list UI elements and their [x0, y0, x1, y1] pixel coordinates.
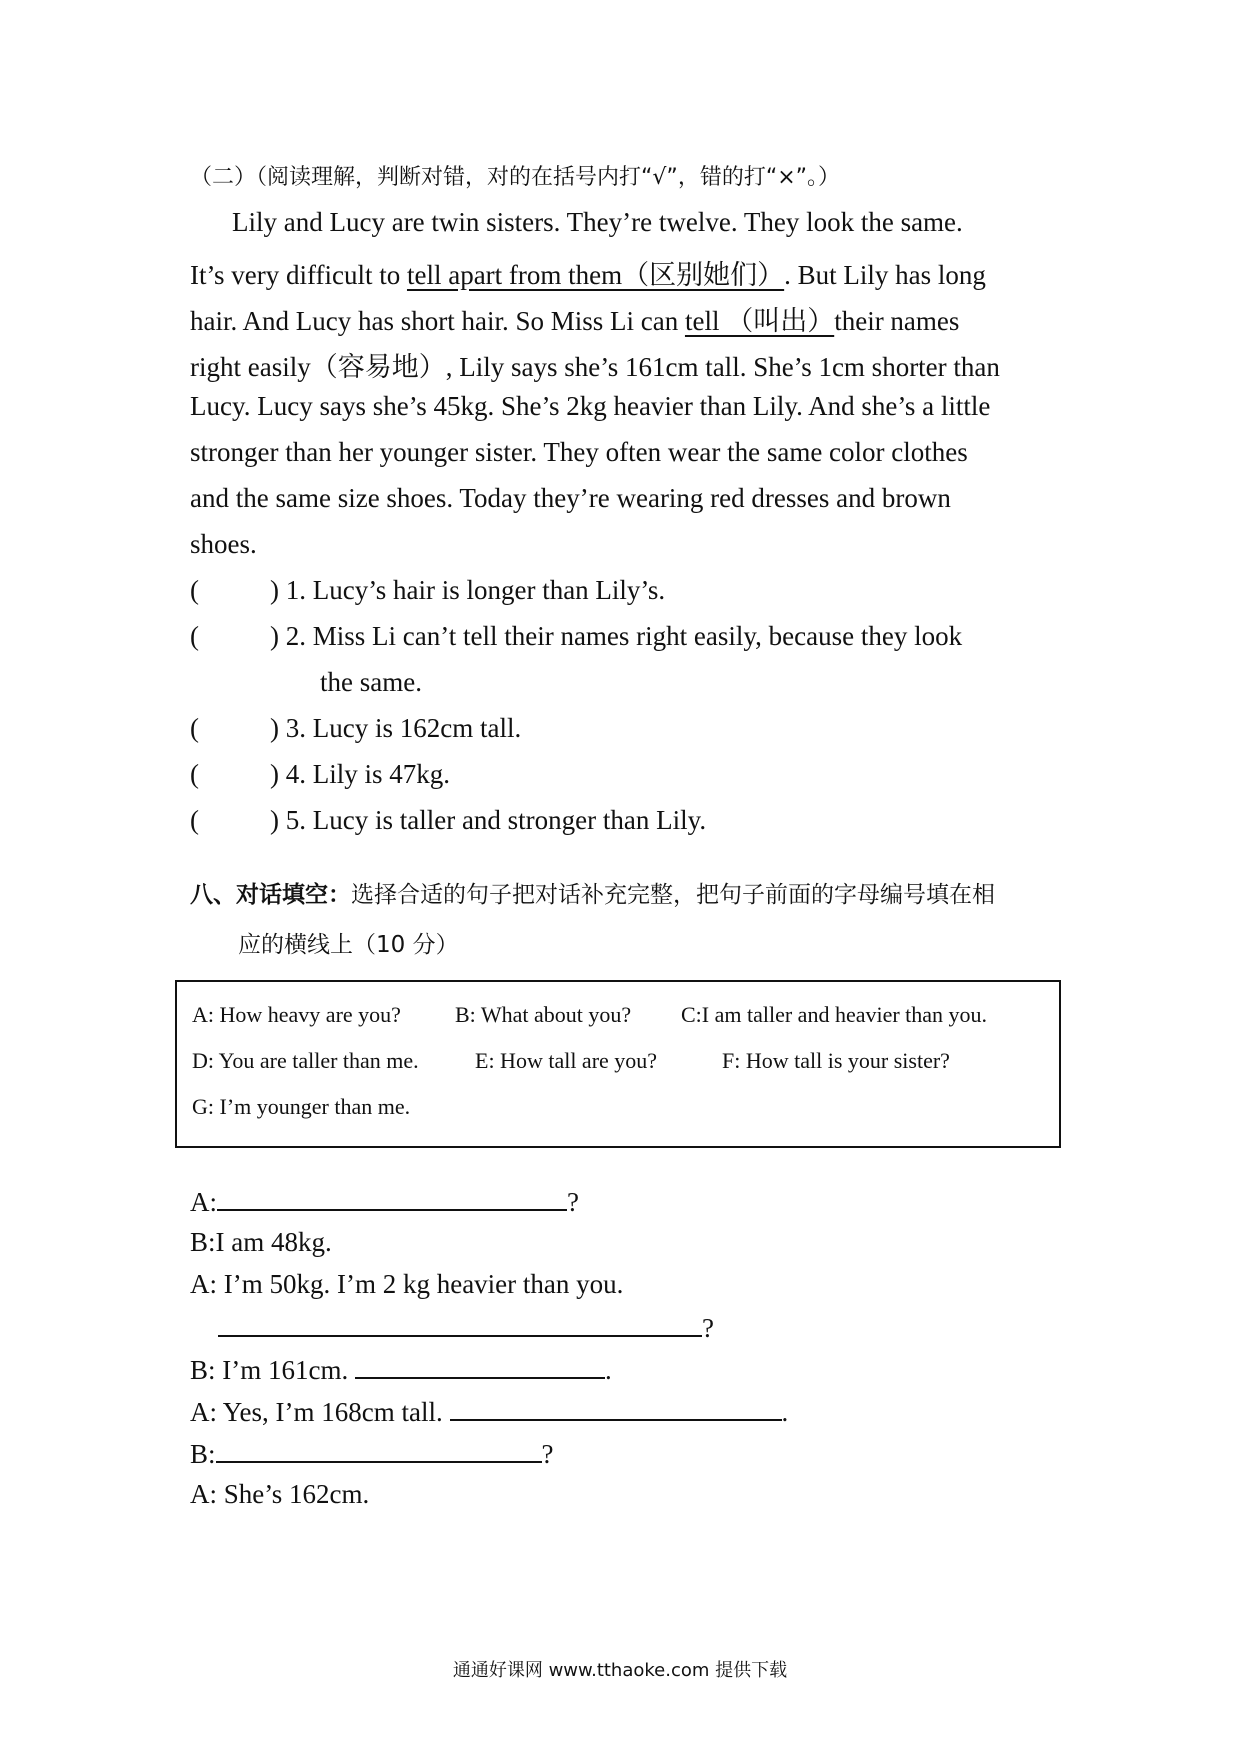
answer-paren[interactable]: ( — [190, 575, 199, 605]
punctuation: ? — [567, 1187, 579, 1217]
option-c: C:I am taller and heavier than you. — [681, 1002, 988, 1027]
dialogue-text: B: I’m 161cm. — [190, 1355, 355, 1385]
options-box — [175, 980, 1061, 1148]
option-e: E: How tall are you? — [475, 1048, 658, 1073]
speaker-label: B: — [190, 1439, 216, 1469]
question-text: ) 5. Lucy is taller and stronger than Lily. — [270, 805, 707, 835]
dialogue-text: A: Yes, I’m 168cm tall. — [190, 1397, 450, 1427]
dialogue-line-6 — [190, 1395, 788, 1428]
dialogue-line-1 — [190, 1185, 579, 1218]
passage-text: hair. And Lucy has short hair. So Miss Li can — [190, 306, 685, 336]
punctuation: . — [781, 1397, 789, 1427]
passage-text: It’s very difficult to — [190, 260, 407, 290]
question-text: ) 1. Lucy’s hair is longer than Lily’s. — [270, 575, 666, 605]
option-b: B: What about you? — [455, 1002, 632, 1027]
reading-instruction: （二）（阅读理解，判断对错，对的在括号内打“√”，错的打“×”。） — [190, 165, 841, 190]
option-g: G: I’m younger than me. — [192, 1094, 411, 1119]
passage-line-3 — [190, 299, 959, 338]
answer-blank[interactable] — [355, 1353, 605, 1379]
dialogue-line-2: B:I am 48kg. — [190, 1227, 332, 1257]
underlined-phrase: tell apart from them（区别她们） — [406, 260, 785, 290]
punctuation: . — [604, 1355, 612, 1385]
option-d: D: You are taller than me. — [192, 1048, 419, 1073]
dialogue-line-4 — [218, 1311, 714, 1344]
answer-paren[interactable]: ( — [190, 805, 199, 835]
punctuation: ? — [702, 1313, 714, 1343]
passage-line-6: stronger than her younger sister. They often wear the same color clothes — [190, 437, 968, 467]
passage-line-7: and the same size shoes. Today they’re wearing red dresses and brown — [190, 483, 951, 513]
passage-line-1: Lily and Lucy are twin sisters. They’re twelve. They look the same. — [232, 207, 963, 237]
dialogue-line-8: A: She’s 162cm. — [190, 1479, 370, 1509]
answer-blank[interactable] — [217, 1185, 567, 1211]
answer-blank[interactable] — [216, 1437, 542, 1463]
footer-text: 通通好课网 www.tthaoke.com 提供下载 — [452, 1660, 788, 1681]
dialogue-line-7 — [190, 1437, 554, 1470]
section8-instruction-cont: 应的横线上（10 分） — [238, 932, 459, 958]
question-text: ) 2. Miss Li can’t tell their names right easily, because they look — [270, 621, 963, 651]
option-f: F: How tall is your sister? — [722, 1048, 950, 1073]
answer-paren[interactable]: ( — [190, 621, 199, 651]
answer-blank[interactable] — [218, 1311, 702, 1337]
passage-text: . But Lily has long — [784, 260, 986, 290]
speaker-label: A: — [190, 1187, 217, 1217]
section8-title: 八、对话填空： — [190, 882, 351, 908]
answer-blank[interactable] — [450, 1395, 782, 1421]
answer-paren[interactable]: ( — [190, 713, 199, 743]
section8-instruction: 选择合适的句子把对话补充完整，把句子前面的字母编号填在相 — [351, 882, 995, 908]
punctuation: ? — [541, 1439, 554, 1469]
question-text: ) 4. Lily is 47kg. — [270, 759, 450, 789]
passage-line-2 — [190, 253, 986, 292]
question-text: ) 3. Lucy is 162cm tall. — [270, 713, 522, 743]
passage-line-4: right easily（容易地）, Lily says she’s 161cm tall. She’s 1cm shorter than — [190, 352, 1000, 382]
section8-heading — [190, 876, 995, 909]
underlined-phrase: tell （叫出） — [684, 306, 835, 336]
dialogue-line-5 — [190, 1353, 612, 1386]
question-2-cont: the same. — [320, 667, 422, 697]
passage-line-8: shoes. — [190, 529, 257, 559]
passage-line-5: Lucy. Lucy says she’s 45kg. She’s 2kg heavier than Lily. And she’s a little — [190, 391, 991, 421]
option-a: A: How heavy are you? — [192, 1002, 401, 1027]
passage-text: their names — [834, 306, 960, 336]
dialogue-line-3: A: I’m 50kg. I’m 2 kg heavier than you. — [190, 1269, 624, 1299]
answer-paren[interactable]: ( — [190, 759, 199, 789]
